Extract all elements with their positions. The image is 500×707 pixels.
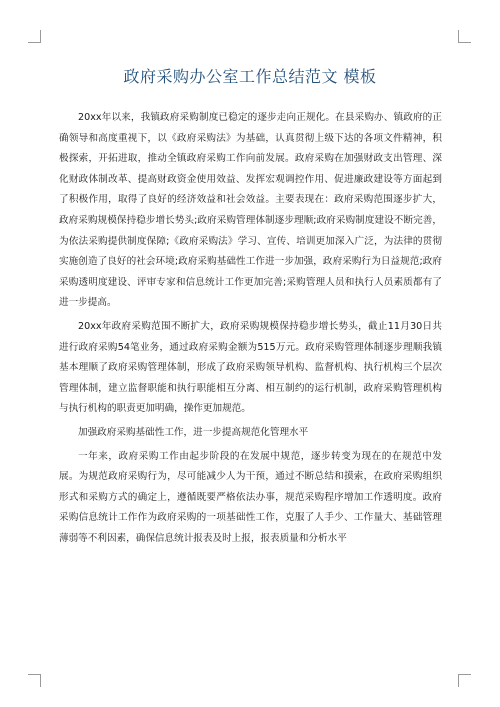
- paragraph: 一年来，政府采购工作由起步阶段的在发展中规范，逐步转变为现在的在规范中发展。为规范政府采购行为，尽可能减少人为干预，通过不断总结和摸索，在政府采购组织形式和采购方式的确定上，遵循既要严格依法办事，规范采购程序增加工作透明度。政府采购信息统计工作作为政府采购的一项基础性工作，克服了人手少、工作量大、基础管理薄弱等不利因素，确保信息统计报表及时上报，报表质量和分析水平: [59, 450, 442, 544]
- paragraph: 20xx年以来，我镇政府采购制度已稳定的逐步走向正规化。在县采购办、镇政府的正确领导和高度重视下，以《政府采购法》为基础，认真贯彻上级下达的各项文件精神，积极探索，开拓进取，推动全镇政府采购工作向前发展。政府采购在加强财政支出管理、深化财政体制改革、提高财政资金使用效益、发挥宏观调控作用、促进廉政建设等方面起到了积极作用，取得了良好的经济效益和社会效益。主要表现在：政府采购范围逐步扩大，政府采购规模保持稳步增长势头;政府采购管理体制逐步理顺;政府采购制度建设不断完善，为依法采购提供制度保障;《政府采购法》学习、宣传、培训更加深入广泛，为法律的贯彻实施创造了良好的社会环境;政府采购基础性工作进一步加强，政府采购行为日益规范;政府采购透明度建设、评审专家和信息统计工作更加完善;采购管理人员和执行人员素质都有了进一步提高。: [59, 112, 442, 309]
- crop-mark-top-left: [28, 30, 41, 43]
- document-body: [59, 108, 442, 552]
- paragraph: 20xx年政府采购范围不断扩大，政府采购规模保持稳步增长势头，截止11月30日共进行政府采购54笔业务，通过政府采购金额为515万元。政府采购管理体制逐步理顺我镇基本理顺了政府采购管理体制，形成了政府采购领导机构、监督机构、执行机构三个层次管理体制，建立监督职能和执行职能相互分离、相互制约的运行机制，政府采购管理机构与执行机构的职责更加明确，操作更加规范。: [59, 320, 442, 415]
- crop-mark-top-right: [458, 30, 471, 43]
- crop-mark-bottom-right: [458, 674, 471, 687]
- document-title: 政府采购办公室工作总结范文 模板: [123, 67, 377, 86]
- crop-mark-bottom-left: [28, 674, 41, 687]
- section-heading: 加强政府采购基础性工作，进一步提高规范化管理水平: [78, 426, 309, 438]
